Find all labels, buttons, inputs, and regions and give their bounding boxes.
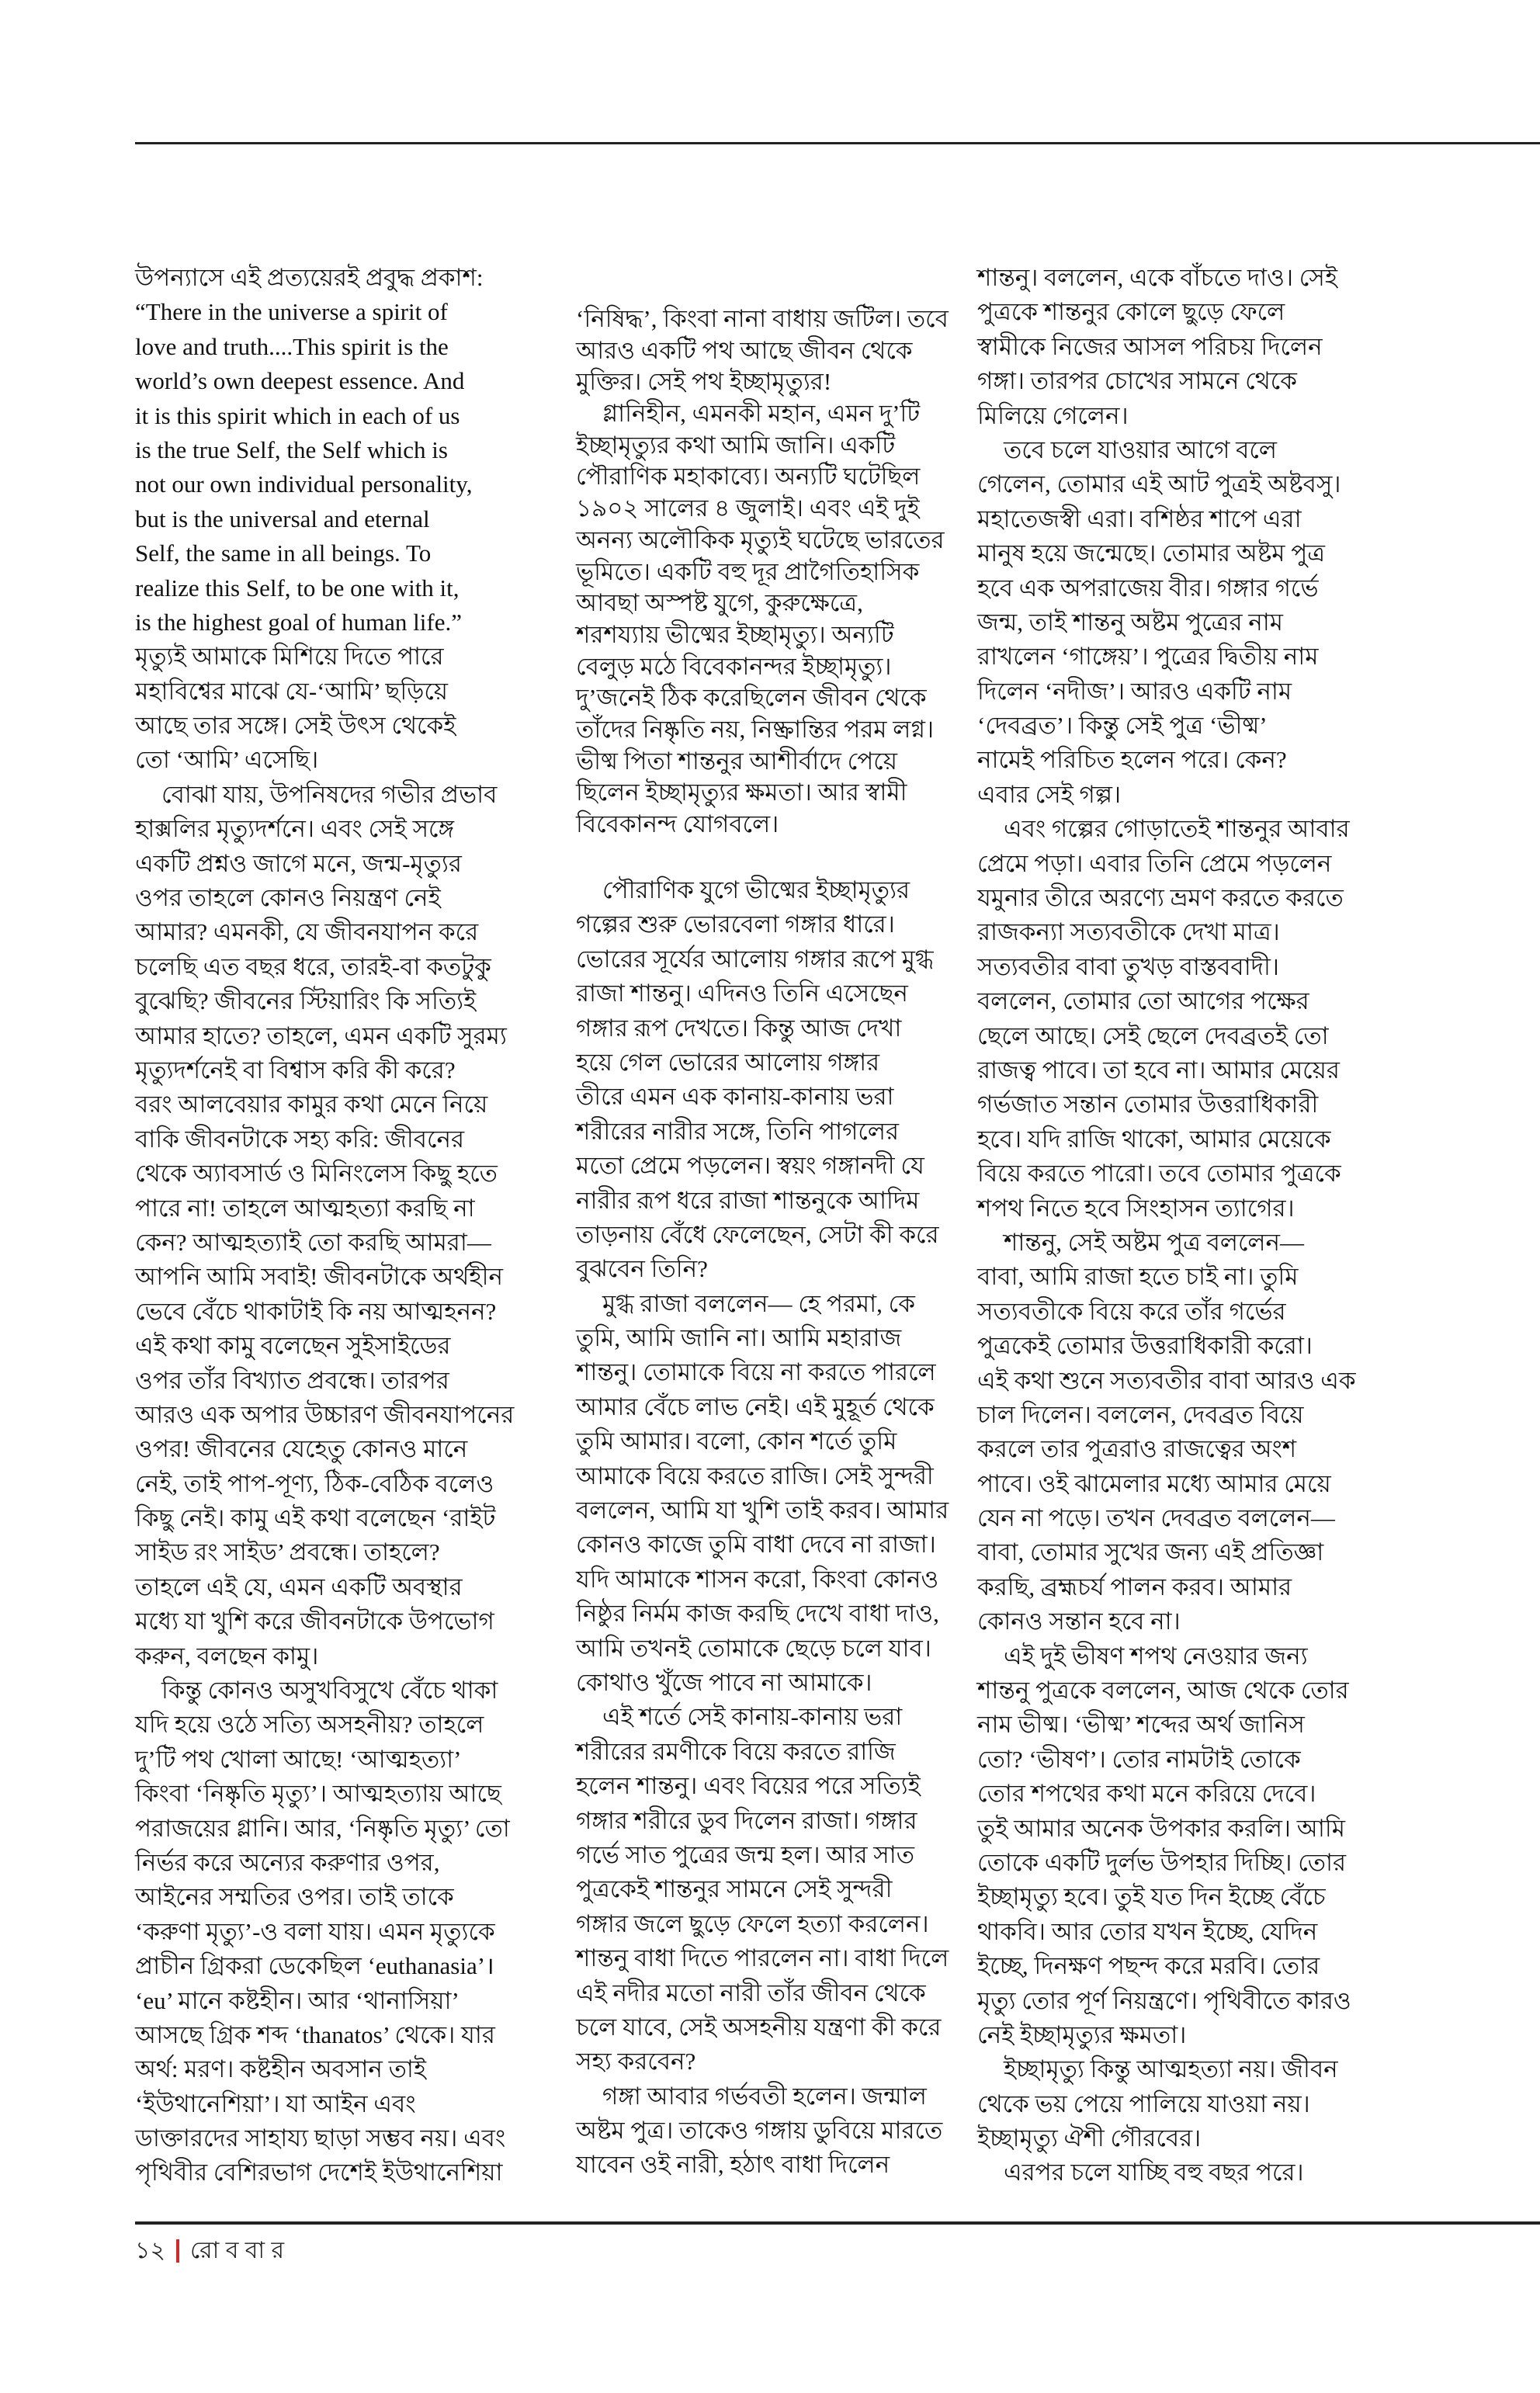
text-line: কোনও কাজে তুমি বাধা দেবে না রাজা। — [576, 1531, 936, 1559]
text-line: সত্যবতীকে বিয়ে করে তাঁর গর্ভের — [977, 1297, 1286, 1325]
text-line: জন্ম, তাই শান্তনু অষ্টম পুত্রের নাম — [977, 608, 1283, 636]
text-line: বুঝেছি? জীবনের স্টিয়ারিং কি সত্যিই — [135, 987, 477, 1015]
text-line: থাকবি। আর তোর যখন ইচ্ছে, যেদিন — [977, 1917, 1318, 1945]
text-line: মতো প্রেমে পড়লেন। স্বয়ং গঙ্গানদী যে — [576, 1152, 924, 1180]
paragraph-start-line: শান্তনু, সেই অষ্টম পুত্র বললেন— — [1004, 1228, 1305, 1256]
text-line: ওপর! জীবনের যেহেতু কোনও মানে — [135, 1435, 468, 1463]
text-line: অর্থ: মরণ। কষ্টহীন অবসান তাই — [135, 2055, 427, 2083]
text-line: ‘দেবব্রত’। কিন্তু সেই পুত্র ‘ভীষ্ম’ — [977, 712, 1268, 740]
text-line: পাবে। ওই ঝামেলার মধ্যে আমার মেয়ে — [977, 1469, 1331, 1497]
text-line: সহ্য করবেন? — [576, 2048, 696, 2076]
text-line: ইচ্ছামৃত্যু হবে। তুই যত দিন ইচ্ছে বেঁচে — [977, 1883, 1326, 1911]
text-line: তোর শপথের কথা মনে করিয়ে দেবে। — [977, 1780, 1316, 1808]
top-rule — [135, 142, 1540, 144]
text-line: ইচ্ছে, দিনক্ষণ পছন্দ করে মরবি। তোর — [977, 1952, 1320, 1980]
text-line: যদি হয়ে ওঠে সত্যি অসহনীয়? তাহলে — [135, 1711, 484, 1739]
text-line: শরীরের রমণীকে বিয়ে করতে রাজি — [576, 1737, 896, 1765]
text-line: বেলুড় মঠে বিবেকানন্দর ইচ্ছামৃত্যু। — [576, 652, 892, 680]
text-line: রাজকন্যা সত্যবতীকে দেখা মাত্র। — [977, 918, 1280, 946]
text-line: world’s own deepest essence. And — [135, 367, 465, 395]
text-line: গেলেন, তোমার এই আট পুত্রই অষ্টবসু। — [977, 470, 1341, 498]
text-line: করুন, বলছেন কামু। — [135, 1642, 319, 1670]
text-line: আরও এক অপার উচ্চারণ জীবনযাপনের — [135, 1400, 515, 1428]
text-line: মুক্তির। সেই পথ ইচ্ছামৃত্যুর! — [576, 368, 832, 396]
text-line: ‘eu’ মানে কষ্টহীন। আর ‘থানাসিয়া’ — [135, 1986, 460, 2014]
text-line: সত্যবতীর বাবা তুখড় বাস্তববাদী। — [977, 952, 1279, 980]
text-line: মানুষ হয়ে জন্মেছে। তোমার অষ্টম পুত্র — [977, 539, 1326, 567]
text-line: হাক্সলির মৃত্যুদর্শনে। এবং সেই সঙ্গে — [135, 815, 455, 843]
article-column-3 — [977, 261, 1391, 2190]
text-line: চলে যাবে, সেই অসহনীয় যন্ত্রণা কী করে — [576, 2013, 942, 2041]
paragraph-start-line: মুগ্ধ রাজা বললেন— হে পরমা, কে — [602, 1289, 915, 1317]
text-line: চলেছি এত বছর ধরে, তারই-বা কতটুকু — [135, 952, 491, 980]
text-line: আসছে গ্রিক শব্দ ‘thanatos’ থেকে। যার — [135, 2020, 495, 2048]
text-line: শপথ নিতে হবে সিংহাসন ত্যাগের। — [977, 1194, 1295, 1222]
text-line: দু’টি পথ খোলা আছে! ‘আত্মহত্যা’ — [135, 1745, 462, 1773]
paragraph-start-line: ইচ্ছামৃত্যু কিন্তু আত্মহত্যা নয়। জীবন — [1004, 2055, 1338, 2083]
paragraph-start-line: পৌরাণিক যুগে ভীষ্মের ইচ্ছামৃত্যুর — [602, 876, 910, 903]
text-line: নামেই পরিচিত হলেন পরে। কেন? — [977, 746, 1287, 774]
text-line: বাকি জীবনটাকে সহ্য করি: জীবনের — [135, 1125, 465, 1153]
text-line: বিবেকানন্দ যোগবলে। — [576, 810, 779, 838]
text-line: রাজা শান্তনু। এদিনও তিনি এসেছেন — [576, 980, 908, 1007]
text-line: পুত্রকেই তোমার উত্তরাধিকারী করো। — [977, 1332, 1313, 1360]
text-line: করছি, ব্রহ্মচর্য পালন করব। আমার — [977, 1573, 1292, 1601]
text-line: তুমি আমার। বলো, কোন শর্তে তুমি — [576, 1427, 897, 1455]
text-line: উপন্যাসে এই প্রত্যয়েরই প্রবুদ্ধ প্রকাশ: — [135, 264, 484, 291]
text-line: শরশয্যায় ভীষ্মের ইচ্ছামৃত্যু। অন্যটি — [576, 620, 894, 648]
text-line: যাবেন ওই নারী, হঠাৎ বাধা দিলেন — [576, 2151, 890, 2179]
text-line: প্রেমে পড়া। এবার তিনি প্রেমে পড়লেন — [977, 849, 1332, 877]
text-line: প্রাচীন গ্রিকরা ডেকেছিল ‘euthanasia’। — [135, 1952, 494, 1980]
page-footer — [135, 2235, 284, 2266]
text-line: তাহলে এই যে, এমন একটি অবস্থার — [135, 1573, 463, 1601]
text-line: love and truth....This spirit is the — [135, 332, 449, 360]
text-line: অষ্টম পুত্র। তাকেও গঙ্গায় ডুবিয়ে মারতে — [576, 2117, 943, 2145]
text-line: হবে। যদি রাজি থাকো, আমার মেয়েকে — [977, 1125, 1331, 1153]
text-line: থেকে ভয় পেয়ে পালিয়ে যাওয়া নয়। — [977, 2090, 1310, 2117]
text-line: নিষ্ঠুর নির্মম কাজ করছি দেখে বাধা দাও, — [576, 1600, 939, 1628]
text-line: মধ্যে যা খুশি করে জীবনটাকে উপভোগ — [135, 1607, 494, 1635]
paragraph-start-line: এবং গল্পের গোড়াতেই শান্তনুর আবার — [1004, 815, 1350, 843]
text-line: কোনও সন্তান হবে না। — [977, 1607, 1181, 1635]
text-line: করলে তার পুত্ররাও রাজত্বের অংশ — [977, 1435, 1297, 1463]
text-line: but is the universal and eternal — [135, 505, 430, 532]
text-line: শান্তনু। বললেন, একে বাঁচতে দাও। সেই — [977, 264, 1337, 291]
text-line: স্বামীকে নিজের আসল পরিচয় দিলেন — [977, 332, 1323, 360]
text-line: সাইড রং সাইড’ প্রবন্ধে। তাহলে? — [135, 1538, 440, 1566]
text-line: তো? ‘ভীষণ’। তোর নামটাই তোকে — [977, 1745, 1301, 1773]
text-line: ভূমিতে। একটি বহু দূর প্রাগৈতিহাসিক — [576, 557, 920, 585]
text-line: রাজত্ব পাবে। তা হবে না। আমার মেয়ের — [977, 1056, 1340, 1084]
text-line: ছেলে আছে। সেই ছেলে দেবব্রতই তো — [977, 1021, 1329, 1049]
text-line: শান্তনু বাধা দিতে পারলেন না। বাধা দিলে — [576, 1944, 949, 1972]
paragraph-start-line: গঙ্গা আবার গর্ভবতী হলেন। জন্মাল — [602, 2082, 927, 2110]
text-line: কিংবা ‘নিষ্কৃতি মৃত্যু’। আত্মহত্যায় আছে — [135, 1780, 501, 1808]
text-line: দিলেন ‘নদীজ’। আরও একটি নাম — [977, 677, 1292, 705]
text-line: পুত্রকেই শান্তনুর সামনে সেই সুন্দরী — [576, 1875, 893, 1903]
text-line: চাল দিলেন। বললেন, দেবব্রত বিয়ে — [977, 1400, 1304, 1428]
article-column-2-bottom — [576, 873, 955, 2183]
text-line: গঙ্গা। তারপর চোখের সামনে থেকে — [977, 367, 1297, 395]
text-line: মৃত্যুদর্শনেই বা বিশ্বাস করি কী করে? — [135, 1056, 456, 1084]
article-column-2-top — [576, 303, 955, 841]
text-line: অনন্য অলৌকিক মৃত্যুই ঘটেছে ভারতের — [576, 525, 945, 553]
text-line: নেই, তাই পাপ-পূণ্য, ঠিক-বেঠিক বলেও — [135, 1469, 494, 1497]
footer-separator — [176, 2239, 179, 2263]
paragraph-start-line: এরপর চলে যাচ্ছি বহু বছর পরে। — [1004, 2159, 1304, 2187]
text-line: Self, the same in all beings. To — [135, 539, 432, 567]
text-line: দু’জনেই ঠিক করেছিলেন জীবন থেকে — [576, 684, 927, 712]
text-line: গর্ভজাত সন্তান তোমার উত্তরাধিকারী — [977, 1091, 1319, 1118]
text-line: তুই আমার অনেক উপকার করলি। আমি — [977, 1814, 1345, 1842]
text-line: হবে এক অপরাজেয় বীর। গঙ্গার গর্ভে — [977, 574, 1319, 602]
text-line: বিয়ে করতে পারো। তবে তোমার পুত্রকে — [977, 1160, 1341, 1188]
text-line: রাখলেন ‘গাঙ্গেয়’। পুত্রের দ্বিতীয় নাম — [977, 643, 1319, 671]
paragraph-start-line: গ্লানিহীন, এমনকী মহান, এমন দু’টি — [602, 400, 921, 428]
text-line: শান্তনু পুত্রকে বললেন, আজ থেকে তোর — [977, 1677, 1349, 1705]
text-line: পুত্রকে শান্তনুর কোলে ছুড়ে ফেলে — [977, 298, 1285, 326]
text-line: মৃত্যুই আমাকে মিশিয়ে দিতে পারে — [135, 643, 444, 671]
text-line: ভেবে বেঁচে থাকাটাই কি নয় আত্মহনন? — [135, 1297, 497, 1325]
text-line: ১৯০২ সালের ৪ জুলাই। এবং এই দুই — [576, 494, 920, 522]
text-line: কেন? আত্মহত্যাই তো করছি আমরা— — [135, 1228, 491, 1256]
text-line: তীরে এমন এক কানায়-কানায় ভরা — [576, 1083, 894, 1111]
text-line: তাড়নায় বেঁধে ফেলেছেন, সেটা কী করে — [576, 1220, 939, 1248]
text-line: আরও একটি পথ আছে জীবন থেকে — [576, 336, 913, 364]
bottom-rule — [135, 2221, 1540, 2225]
text-line: পারে না! তাহলে আত্মহত্যা করছি না — [135, 1194, 475, 1222]
text-line: নেই ইচ্ছামৃত্যুর ক্ষমতা। — [977, 2020, 1187, 2048]
paragraph-start-line: বোঝা যায়, উপনিষদের গভীর প্রভাব — [161, 780, 498, 808]
text-line: it is this spirit which in each of us — [135, 401, 460, 429]
text-line: বললেন, আমি যা খুশি তাই করব। আমার — [576, 1496, 949, 1524]
text-line: ওপর তাঁর বিখ্যাত প্রবন্ধে। তারপর — [135, 1366, 449, 1394]
text-line: গর্ভে সাত পুত্রের জন্ম হল। আর সাত — [576, 1840, 915, 1868]
text-line: হলেন শান্তনু। এবং বিয়ের পরে সত্যিই — [576, 1772, 921, 1800]
text-line: যমুনার তীরে অরণ্যে ভ্রমণ করতে করতে — [977, 884, 1344, 912]
paragraph-start-line: কিন্তু কোনও অসুখবিসুখে বেঁচে থাকা — [161, 1677, 498, 1705]
text-line: তুমি, আমি জানি না। আমি মহারাজ — [576, 1324, 902, 1352]
text-line: এই কথা কামু বলেছেন সুইসাইডের — [135, 1332, 451, 1360]
text-line: not our own individual personality, — [135, 470, 473, 498]
text-line: মহাতেজস্বী এরা। বশিষ্ঠর শাপে এরা — [977, 505, 1302, 532]
text-line: বুঝবেন তিনি? — [576, 1255, 708, 1283]
text-line: আপনি আমি সবাই! জীবনটাকে অর্থহীন — [135, 1263, 503, 1291]
text-line: “There in the universe a spirit of — [135, 298, 448, 326]
text-line: বাবা, আমি রাজা হতে চাই না। তুমি — [977, 1263, 1299, 1291]
text-line: বরং আলবেয়ার কামুর কথা মেনে নিয়ে — [135, 1091, 488, 1118]
text-line: পৃথিবীর বেশিরভাগ দেশেই ইউথানেশিয়া — [135, 2159, 503, 2187]
text-line: নির্ভর করে অন্যের করুণার ওপর, — [135, 1848, 440, 1876]
text-line: is the true Self, the Self which is — [135, 435, 448, 463]
text-line: গঙ্গার জলে ছুড়ে ফেলে হত্যা করলেন। — [576, 1909, 929, 1937]
text-line: নাম ভীষ্ম। ‘ভীষ্ম’ শব্দের অর্থ জানিস — [977, 1711, 1305, 1739]
text-line: এবার সেই গল্প। — [977, 780, 1122, 808]
text-line: ‘করুণা মৃত্যু’-ও বলা যায়। এমন মৃত্যুকে — [135, 1917, 495, 1945]
text-line: ওপর তাহলে কোনও নিয়ন্ত্রণ নেই — [135, 884, 441, 912]
text-line: আবছা অস্পষ্ট যুগে, কুরুক্ষেত্রে, — [576, 589, 863, 617]
text-line: ছিলেন ইচ্ছামৃত্যুর ক্ষমতা। আর স্বামী — [576, 779, 907, 806]
text-line: বাবা, তোমার সুখের জন্য এই প্রতিজ্ঞা — [977, 1538, 1324, 1566]
text-line: আমাকে বিয়ে করতে রাজি। সেই সুন্দরী — [576, 1462, 934, 1490]
text-line: গঙ্গার শরীরে ডুব দিলেন রাজা। গঙ্গার — [576, 1806, 917, 1834]
text-line: ইচ্ছামৃত্যুর কথা আমি জানি। একটি — [576, 431, 896, 459]
text-line: আছে তার সঙ্গে। সেই উৎস থেকেই — [135, 712, 456, 740]
paragraph-start-line: এই শর্তে সেই কানায়-কানায় ভরা — [602, 1703, 903, 1731]
text-line: শরীরের নারীর সঙ্গে, তিনি পাগলের — [576, 1117, 899, 1145]
paragraph-start-line: তবে চলে যাওয়ার আগে বলে — [1004, 435, 1277, 463]
text-line: তোকে একটি দুর্লভ উপহার দিচ্ছি। তোর — [977, 1848, 1347, 1876]
article-column-1 — [135, 261, 519, 2190]
page-number: ১২ — [135, 2238, 165, 2263]
text-line: হয়ে গেল ভোরের আলোয় গঙ্গার — [576, 1048, 880, 1076]
text-line: আমার বেঁচে লাভ নেই। এই মুহূর্ত থেকে — [576, 1392, 935, 1420]
text-line: গঙ্গার রূপ দেখতে। কিন্তু আজ দেখা — [576, 1014, 902, 1042]
text-line: আমি তখনই তোমাকে ছেড়ে চলে যাব। — [576, 1634, 931, 1662]
text-line: মহাবিশ্বের মাঝে যে-‘আমি’ ছড়িয়ে — [135, 677, 449, 705]
text-line: ইচ্ছামৃত্যু ঐশী গৌরবের। — [977, 2124, 1202, 2152]
magazine-name: রো ব বা র — [189, 2238, 284, 2263]
text-line: পৌরাণিক মহাকাব্যে। অন্যটি ঘটেছিল — [576, 463, 921, 491]
text-line: নারীর রূপ ধরে রাজা শান্তনুকে আদিম — [576, 1186, 920, 1214]
text-line: ডাক্তারদের সাহায্য ছাড়া সম্ভব নয়। এবং — [135, 2124, 506, 2152]
text-line: একটি প্রশ্নও জাগে মনে, জন্ম-মৃত্যুর — [135, 849, 462, 877]
text-line: যেন না পড়ে। তখন দেবব্রত বললেন— — [977, 1504, 1335, 1532]
text-line: ভোরের সূর্যের আলোয় গঙ্গার রূপে মুগ্ধ — [576, 945, 934, 973]
text-line: থেকে অ্যাবসার্ড ও মিনিংলেস কিছু হতে — [135, 1160, 498, 1188]
text-line: এই নদীর মতো নারী তাঁর জীবন থেকে — [576, 1979, 926, 2006]
text-line: মৃত্যু তোর পূর্ণ নিয়ন্ত্রণে। পৃথিবীতে কারও — [977, 1986, 1351, 2014]
text-line: ‘ইউথানেশিয়া’। যা আইন এবং — [135, 2090, 416, 2117]
text-line: তাঁদের নিষ্কৃতি নয়, নিষ্ক্রান্তির পরম লগ্ন। — [576, 715, 935, 743]
text-line: পরাজয়ের গ্লানি। আর, ‘নিষ্কৃতি মৃত্যু’ তো — [135, 1814, 510, 1842]
text-line: বললেন, তোমার তো আগের পক্ষের — [977, 987, 1309, 1015]
paragraph-start-line: এই দুই ভীষণ শপথ নেওয়ার জন্য — [1004, 1642, 1308, 1670]
text-line: আমার? এমনকী, যে জীবনযাপন করে — [135, 918, 479, 946]
text-line: গল্পের শুরু ভোরবেলা গঙ্গার ধারে। — [576, 910, 895, 938]
text-line: এই কথা শুনে সত্যবতীর বাবা আরও এক — [977, 1366, 1356, 1394]
text-line: ‘নিষিদ্ধ’, কিংবা নানা বাধায় জটিল। তবে — [576, 305, 949, 332]
text-line: আইনের সম্মতির ওপর। তাই তাকে — [135, 1883, 454, 1911]
text-line: কোথাও খুঁজে পাবে না আমাকে। — [576, 1668, 872, 1696]
text-line: যদি আমাকে শাসন করো, কিংবা কোনও — [576, 1565, 939, 1593]
text-line: তো ‘আমি’ এসেছি। — [135, 746, 319, 774]
text-line: মিলিয়ে গেলেন। — [977, 401, 1129, 429]
text-line: আমার হাতে? তাহলে, এমন একটি সুরম্য — [135, 1021, 507, 1049]
text-line: কিছু নেই। কামু এই কথা বলেছেন ‘রাইট — [135, 1504, 496, 1532]
text-line: is the highest goal of human life.” — [135, 608, 462, 636]
text-line: শান্তনু। তোমাকে বিয়ে না করতে পারলে — [576, 1358, 936, 1386]
text-line: realize this Self, to be one with it, — [135, 574, 460, 602]
text-line: ভীষ্ম পিতা শান্তনুর আশীর্বাদে পেয়ে — [576, 747, 898, 775]
